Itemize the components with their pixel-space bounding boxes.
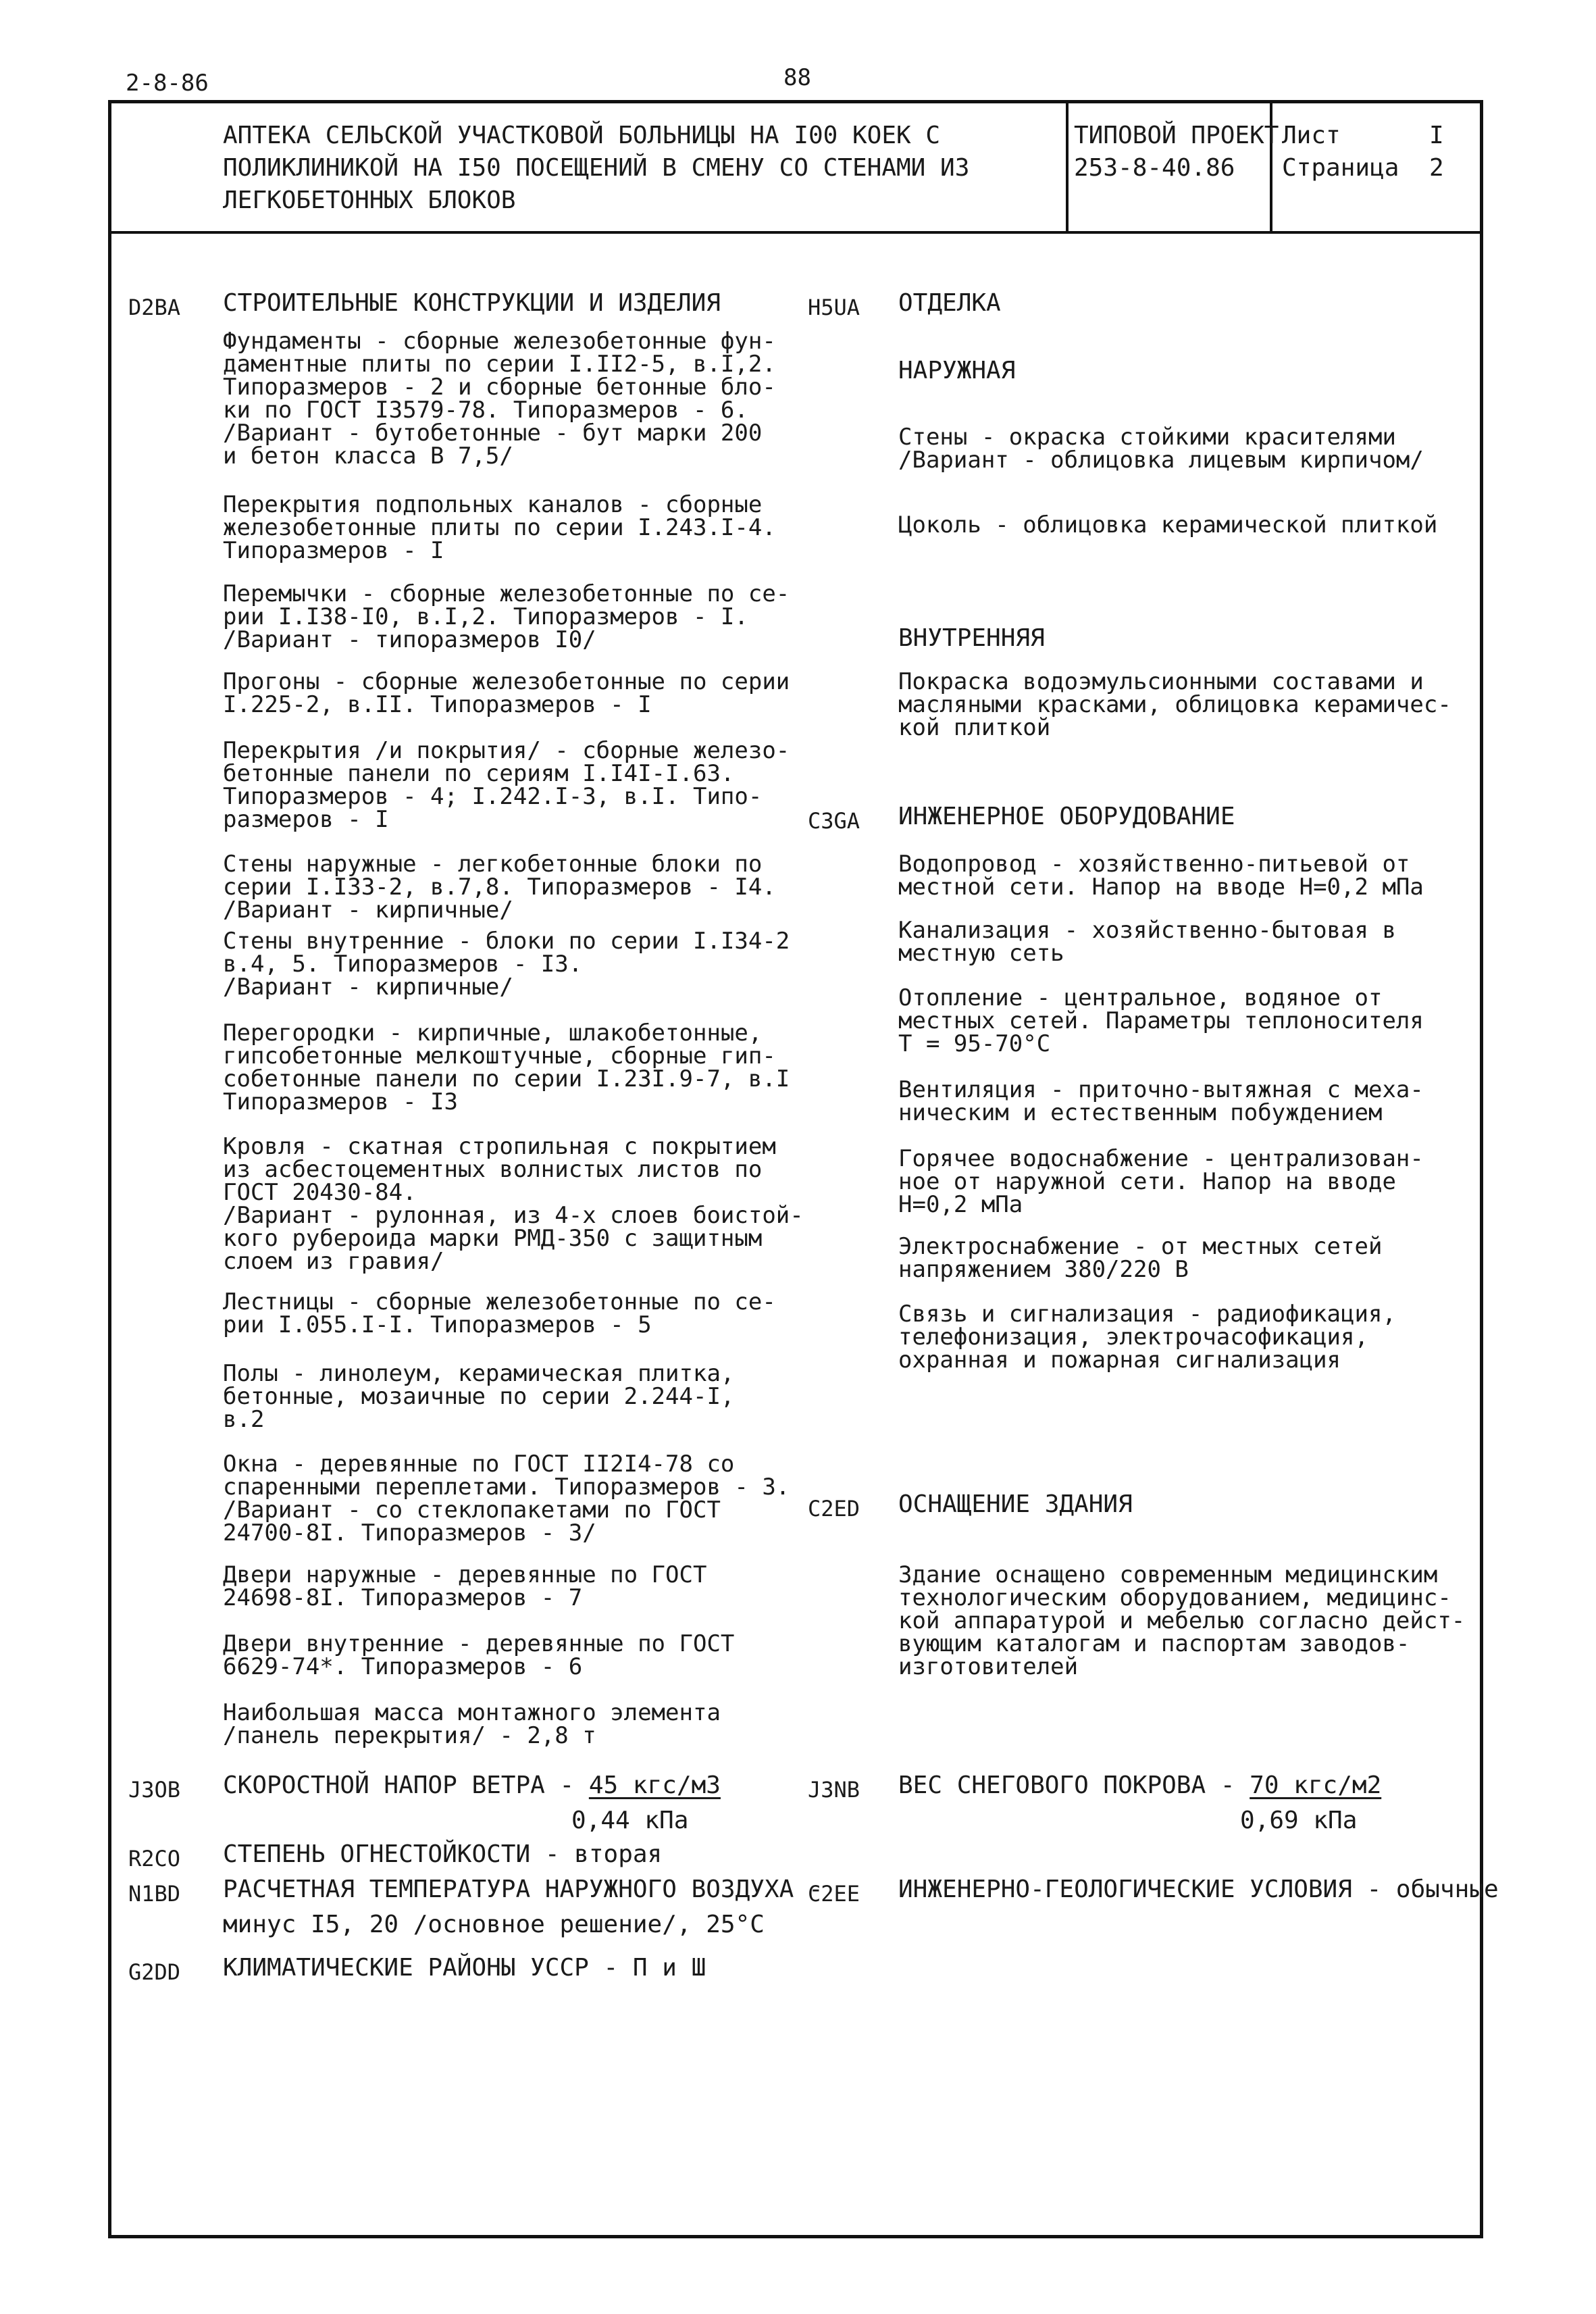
equipment-description: Здание оснащено современным медицинским технологическим оборудованием, медицинс- кой аппаратурой и мебелью согласно дейст- вующим каталогам и паспортам заводов- изготовителей: [898, 1561, 1466, 1680]
geology-conditions: ИНЖЕНЕРНО-ГЕОЛОГИЧЕСКИЕ УСЛОВИЯ - обычные: [898, 1876, 1499, 1903]
subheading-inner: ВНУТРЕННЯЯ: [898, 624, 1045, 652]
title-line: ПОЛИКЛИНИКОЙ НА I50 ПОСЕЩЕНИЙ В СМЕНУ СО СТЕНАМИ ИЗ: [223, 154, 970, 182]
header-divider-vertical-2: [1270, 100, 1272, 232]
page-value: 2: [1429, 154, 1444, 182]
page-label: Страница: [1282, 154, 1399, 182]
finish-item-plinth: Цоколь - облицовка керамической плиткой: [898, 511, 1438, 538]
design-temperature-values: минус I5, 20 /основное решение/, 25°С: [223, 1911, 765, 1938]
engineering-item-heating: Отопление - центральное, водяное от местных сетей. Параметры теплоносителя Т = 95-70°С: [898, 984, 1424, 1057]
construction-item-partitions: Перегородки - кирпичные, шлакобетонные, гипсобетонные мелкоштучные, сборные гип- собетонные панели по серии I.23I.9-7, в.I Типоразмеров - I3: [223, 1020, 790, 1115]
project-label: ТИПОВОЙ ПРОЕКТ: [1074, 122, 1279, 149]
section-code: J3OB: [128, 1777, 181, 1803]
section-heading-engineering: ИНЖЕНЕРНОЕ ОБОРУДОВАНИЕ: [898, 803, 1235, 830]
section-code: J3NB: [808, 1777, 860, 1803]
project-number: 253-8-40.86: [1074, 154, 1235, 182]
construction-item-stairs: Лестницы - сборные железобетонные по се- рии I.055.I-I. Типоразмеров - 5: [223, 1288, 776, 1338]
wind-pressure: [223, 1773, 721, 1799]
sheet-value: I: [1429, 122, 1444, 149]
section-code: C2ED: [808, 1496, 860, 1521]
construction-item-outer-doors: Двери наружные - деревянные по ГОСТ 24698-8I. Типоразмеров - 7: [223, 1561, 707, 1611]
construction-item-roof: Кровля - скатная стропильная с покрытием из асбестоцементных волнистых листов по ГОСТ 20430-84. /Вариант - рулонная, из 4-х слоев боистой- кого рубероида марки РМД-350 с защитным слоем из гравия/: [223, 1133, 804, 1275]
engineering-item-power: Электроснабжение - от местных сетей напряжением 380/220 В: [898, 1233, 1383, 1283]
construction-item-girders: Прогоны - сборные железобетонные по серии I.225-2, в.II. Типоразмеров - I: [223, 668, 790, 718]
title-line: ЛЕГКОБЕТОННЫХ БЛОКОВ: [223, 186, 516, 214]
finish-item-walls: Стены - окраска стойкими красителями /Вариант - облицовка лицевым кирпичом/: [898, 424, 1424, 474]
construction-item-inner-walls: Стены внутренние - блоки по серии I.I34-2 в.4, 5. Типоразмеров - I3. /Вариант - кирпичные/: [223, 928, 790, 1001]
section-code: R2CO: [128, 1846, 181, 1871]
section-heading-equipment: ОСНАЩЕНИЕ ЗДАНИЯ: [898, 1490, 1133, 1518]
page-number: 88: [783, 64, 811, 91]
construction-item-lintels: Перемычки - сборные железобетонные по се- рии I.I38-I0, в.I,2. Типоразмеров - I. /Вариант - типоразмеров I0/: [223, 580, 790, 653]
wind-pressure-kpa: 0,44 кПа: [571, 1807, 689, 1834]
engineering-item-communications: Связь и сигнализация - радиофикация, телефонизация, электрочасофикация, охранная и пожарная сигнализация: [898, 1301, 1396, 1374]
section-code: D2BA: [128, 295, 181, 320]
sheet-label: Лист: [1282, 122, 1341, 149]
engineering-item-water: Водопровод - хозяйственно-питьевой от местной сети. Напор на вводе Н=0,2 мПа: [898, 851, 1424, 901]
section-heading-construction: СТРОИТЕЛЬНЫЕ КОНСТРУКЦИИ И ИЗДЕЛИЯ: [223, 289, 721, 317]
engineering-item-ventilation: Вентиляция - приточно-вытяжная с меха- ническим и естественным побуждением: [898, 1076, 1424, 1126]
section-code: C3GA: [808, 808, 860, 834]
header-divider-vertical-1: [1066, 100, 1069, 232]
section-code: N1BD: [128, 1881, 181, 1907]
document-date: 2-8-86: [126, 70, 209, 97]
section-heading-finish: ОТДЕЛКА: [898, 289, 1001, 317]
wind-pressure-label: СКОРОСТНОЙ НАПОР ВЕТРА -: [223, 1771, 589, 1799]
climate-regions: КЛИМАТИЧЕСКИЕ РАЙОНЫ УССР - П и Ш: [223, 1954, 706, 1982]
design-temperature: РАСЧЕТНАЯ ТЕМПЕРАТУРА НАРУЖНОГО ВОЗДУХА -: [223, 1876, 823, 1903]
subheading-outer: НАРУЖНАЯ: [898, 357, 1016, 384]
snow-load-kpa: 0,69 кПа: [1240, 1807, 1358, 1834]
header-divider: [108, 231, 1483, 234]
construction-item-inner-doors: Двери внутренние - деревянные по ГОСТ 6629-74*. Типоразмеров - 6: [223, 1630, 735, 1680]
snow-load-label: ВЕС СНЕГОВОГО ПОКРОВА -: [898, 1771, 1250, 1799]
construction-item-floor-finish: Полы - линолеум, керамическая плитка, бетонные, мозаичные по серии 2.244-I, в.2: [223, 1360, 735, 1433]
construction-item-foundations: Фундаменты - сборные железобетонные фун- даментные плиты по серии I.II2-5, в.I,2. Типоразмеров - 2 и сборные бетонные бло- ки по ГОСТ I3579-78. Типоразмеров - 6. /Вариант - бутобетонные - бут марки 200 и бетон класса В 7,5/: [223, 328, 776, 470]
snow-load-value: 70 кгс/м2: [1250, 1771, 1382, 1799]
engineering-item-sewerage: Канализация - хозяйственно-бытовая в местную сеть: [898, 917, 1396, 967]
section-code: C2EE: [808, 1881, 860, 1907]
engineering-item-hot-water: Горячее водоснабжение - централизован- ное от наружной сети. Напор на вводе Н=0,2 мПа: [898, 1145, 1424, 1218]
construction-item-outer-walls: Стены наружные - легкобетонные блоки по серии I.I33-2, в.7,8. Типоразмеров - I4. /Вариант - кирпичные/: [223, 851, 776, 924]
construction-item-max-mass: Наибольшая масса монтажного элемента /панель перекрытия/ - 2,8 т: [223, 1699, 721, 1749]
section-code: G2DD: [128, 1959, 181, 1985]
finish-item-inner: Покраска водоэмульсионными составами и масляными красками, облицовка керамичес- кой плиткой: [898, 668, 1451, 741]
fire-resistance: СТЕПЕНЬ ОГНЕСТОЙКОСТИ - вторая: [223, 1840, 663, 1868]
wind-pressure-value: 45 кгс/м3: [588, 1771, 721, 1799]
title-line: АПТЕКА СЕЛЬСКОЙ УЧАСТКОВОЙ БОЛЬНИЦЫ НА I00 КОЕК С: [223, 122, 941, 149]
construction-item-channel-slabs: Перекрытия подпольных каналов - сборные железобетонные плиты по серии I.243.I-4. Типоразмеров - I: [223, 491, 776, 564]
snow-load: [898, 1773, 1381, 1799]
construction-item-floors: Перекрытия /и покрытия/ - сборные железо- бетонные панели по сериям I.I4I-I.63. Типоразмеров - 4; I.242.I-3, в.I. Типо- размеров - I: [223, 737, 790, 833]
section-code: H5UA: [808, 295, 860, 320]
construction-item-windows: Окна - деревянные по ГОСТ II2I4-78 со спаренными переплетами. Типоразмеров - 3. /Вариант - со стеклопакетами по ГОСТ 24700-8I. Типоразмеров - 3/: [223, 1451, 790, 1546]
